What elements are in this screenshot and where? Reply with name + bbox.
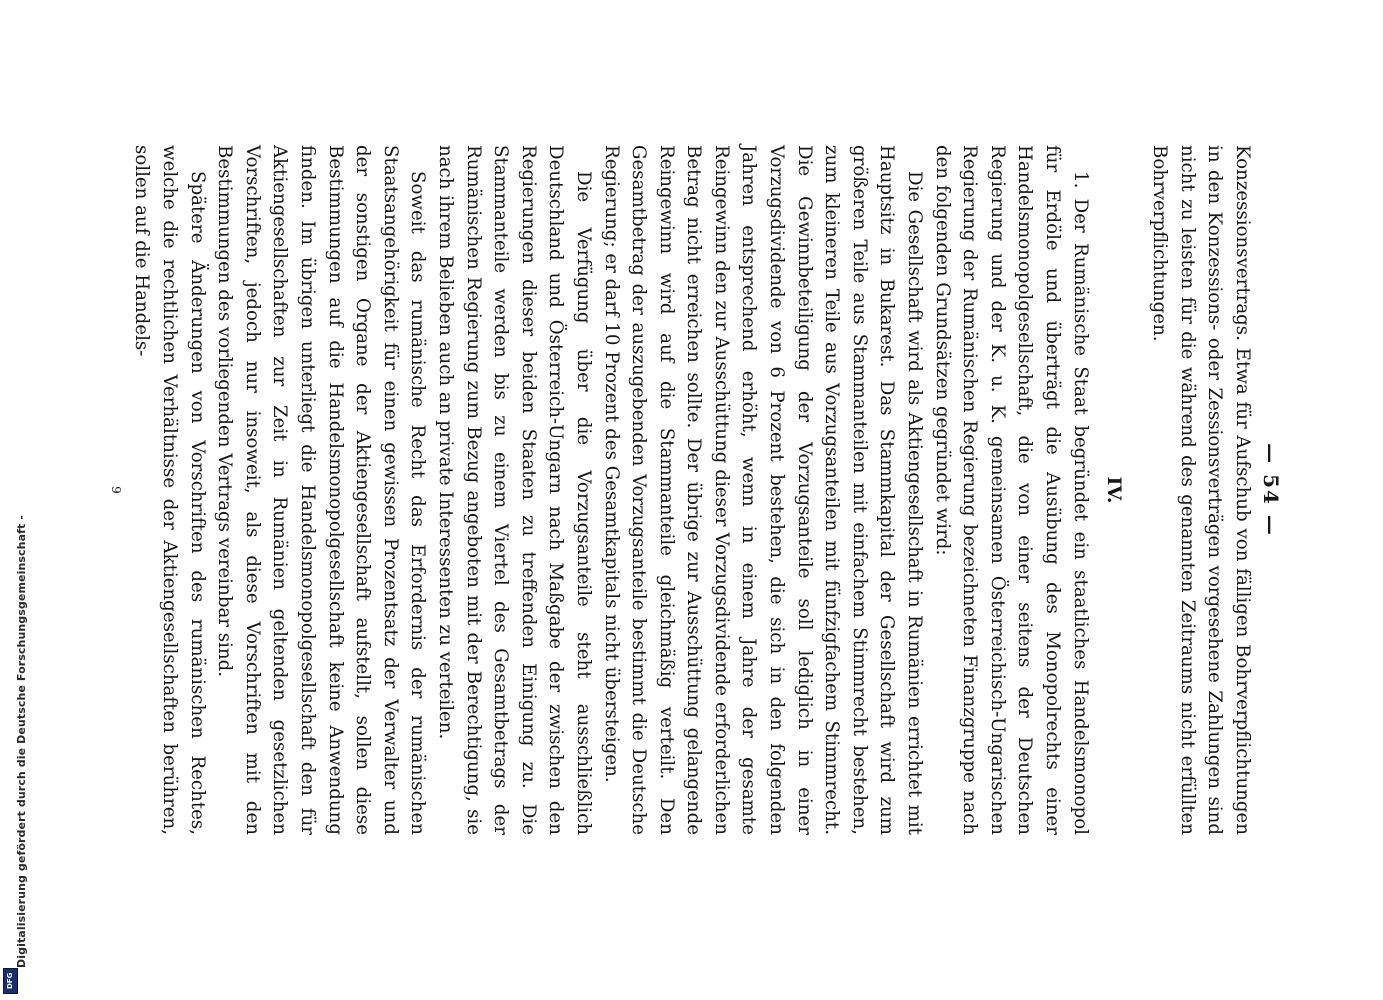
- paragraph-romanian-law: Soweit das rumänische Recht das Erfordernis der rumänischen Staatsangehörigkeit für einen gewissen Prozentsatz der Verwalter und der sonstigen Organe der Aktiengesellschaft aufstellt, sollen diese Bestimmungen auf die Handelsmonopolgesellschaft keine Anwendung finden. Im übrigen unterliegt die Handelsmonopolgesellschaft den für Aktiengesellschaften zur Zeit in Rumänien geltenden gesetzlichen Vorschriften, jedoch nur insoweit, als diese Vorschriften mit den Bestimmungen des vorliegenden Vertrags vereinbar sind.: [214, 145, 429, 835]
- paragraph-preferred-shares: Die Verfügung über die Vorzugsanteile steht ausschließlich Deutschland und Österreich-Ungarn nach Maßgabe der zwischen den Regierungen dieser beiden Staaten zu treffenden Einigung zu. Die Stammanteile werden bis zu einem Viertel des Gesamtbetrags der Rumänischen Regierung zum Bezug angeboten mit der Berechtigung, sie nach ihrem Belieben auch an private Interessenten zu verteilen.: [434, 145, 594, 835]
- section-heading: IV.: [1102, 476, 1125, 504]
- signature-mark: 9: [108, 486, 123, 494]
- dfg-logo: DFG: [3, 968, 18, 994]
- paragraph-later-changes: Spätere Änderungen von Vorschriften des rumänischen Rechtes, welche die rechtlichen Verhältnisse der Aktiengesellschaften berühren, sollen auf die Handels-: [131, 145, 208, 835]
- page-header: [1256, 145, 1286, 835]
- paragraph-company-structure: Die Gesellschaft wird als Aktiengesellschaft in Rumänien errichtet mit Hauptsitz in Bukarest. Das Stammkapital der Gesellschaft wird zum größeren Teile aus Stammanteilen mit einfachem Stimmrecht bestehen, zum kleineren Teile aus Vorzugsanteilen mit fünfzigfachem Stimmrecht. Die Gewinnbeteiligung der Vorzugsanteile soll lediglich in einer Vorzugsdividende von 6 Prozent bestehen, die sich in den folgenden Jahren entsprechend erhöht, wenn in einem Jahre der gesamte Reingewinn den zur Ausschüttung dieser Vorzugsdividende erforderlichen Betrag nicht erreichen sollte. Der übrige zur Ausschüttung gelangende Reingewinn wird auf die Stammanteile gleichmäßig verteilt. Den Gesamtbetrag der auszugebenden Vorzugsanteile bestimmt die Deutsche Regierung; er darf 10 Prozent des Gesamtkapitals nicht übersteigen.: [600, 145, 926, 835]
- document-page: [108, 145, 1286, 835]
- paragraph-continuation: Konzessionsvertrags. Etwa für Aufschub von fälligen Bohrverpflichtungen in den Konzessions- oder Zessionsverträgen vorgesehene Zahlungen sind nicht zu leisten für die während des genannten Zeitraums nicht erfüllten Bohrverpflichtungen.: [1149, 145, 1253, 835]
- paragraph-article-1: 1. Der Rumänische Staat begründet ein staatliches Handelsmonopol für Erdöle und überträgt die Ausübung des Monopolrechts einer Handelsmonopolgesellschaft, die von einer seitens der Deutschen Regierung und der K. u. K. gemeinsamen Österreichisch-Ungarischen Regierung der Rumänischen Regierung bezeichneten Finanzgruppe nach den folgenden Grundsätzen gegründet wird:: [931, 145, 1091, 835]
- page-number: — 54 —: [1259, 443, 1283, 537]
- dfg-credit-text: Digitalisierung gefördert durch die Deutsche Forschungsgemeinschaft -: [15, 515, 28, 968]
- digitization-strip: [0, 0, 26, 1000]
